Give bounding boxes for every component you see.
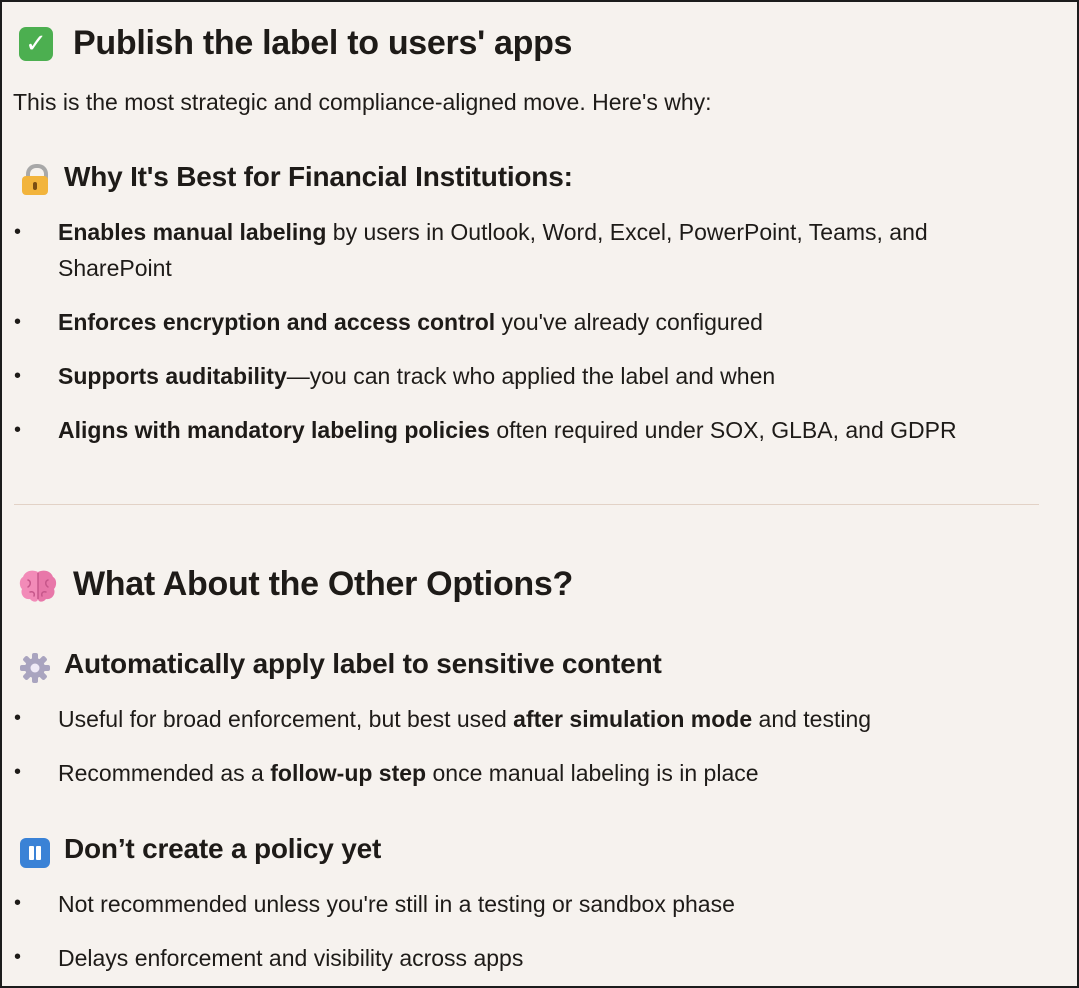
bullet: • xyxy=(14,892,22,914)
list-item xyxy=(58,214,1043,286)
intro-text: This is the most strategic and compliance-aligned move. Here's why: xyxy=(13,89,712,115)
list-item-bold: Aligns with mandatory labeling policies xyxy=(58,417,490,443)
list-item-text: —you can track who applied the label and when xyxy=(286,363,776,389)
no-policy-heading: Don’t create a policy yet xyxy=(64,833,382,864)
other-options-heading: What About the Other Options? xyxy=(73,565,573,603)
why-heading: Why It's Best for Financial Institutions: xyxy=(64,161,573,192)
bullet: • xyxy=(14,946,22,968)
list-item xyxy=(58,358,1043,394)
list-item: Not recommended unless you're still in a testing or sandbox phase xyxy=(58,891,735,917)
bullet: • xyxy=(14,761,22,783)
list-item-text: Useful for broad enforcement, but best used xyxy=(58,706,514,732)
list-item-text: often required under SOX, GLBA, and GDPR xyxy=(489,417,957,443)
list-item-bold: Supports auditability xyxy=(58,363,287,389)
main-heading: Publish the label to users' apps xyxy=(73,24,573,62)
list-item xyxy=(58,701,1043,737)
list-item xyxy=(58,755,1043,791)
gear-icon xyxy=(19,652,51,684)
list-item-text: and testing xyxy=(752,706,872,732)
brain-icon xyxy=(18,568,58,604)
lock-icon xyxy=(20,164,50,196)
bullet: • xyxy=(14,311,22,333)
list-item xyxy=(58,304,1043,340)
auto-apply-heading: Automatically apply label to sensitive content xyxy=(64,648,662,679)
list-item xyxy=(58,412,1043,448)
bullet: • xyxy=(14,419,22,441)
check-mark-button-icon: ✓ xyxy=(19,27,53,61)
list-item-text: once manual labeling is in place xyxy=(426,760,759,786)
bullet: • xyxy=(14,365,22,387)
bullet: • xyxy=(14,221,22,243)
list-item-bold: after simulation mode xyxy=(513,706,753,732)
bullet: • xyxy=(14,707,22,729)
list-item-text: Recommended as a xyxy=(58,760,271,786)
section-divider xyxy=(14,504,1039,505)
list-item-text: you've already configured xyxy=(495,309,763,335)
list-item-bold: Enforces encryption and access control xyxy=(58,309,496,335)
list-item-bold: Enables manual labeling xyxy=(58,219,327,245)
list-item: Delays enforcement and visibility across apps xyxy=(58,945,524,971)
pause-button-icon xyxy=(20,838,50,868)
list-item-text: by users in Outlook, Word, Excel, PowerPoint, Teams, and SharePoint xyxy=(58,219,928,281)
list-item-bold: follow-up step xyxy=(270,760,427,786)
